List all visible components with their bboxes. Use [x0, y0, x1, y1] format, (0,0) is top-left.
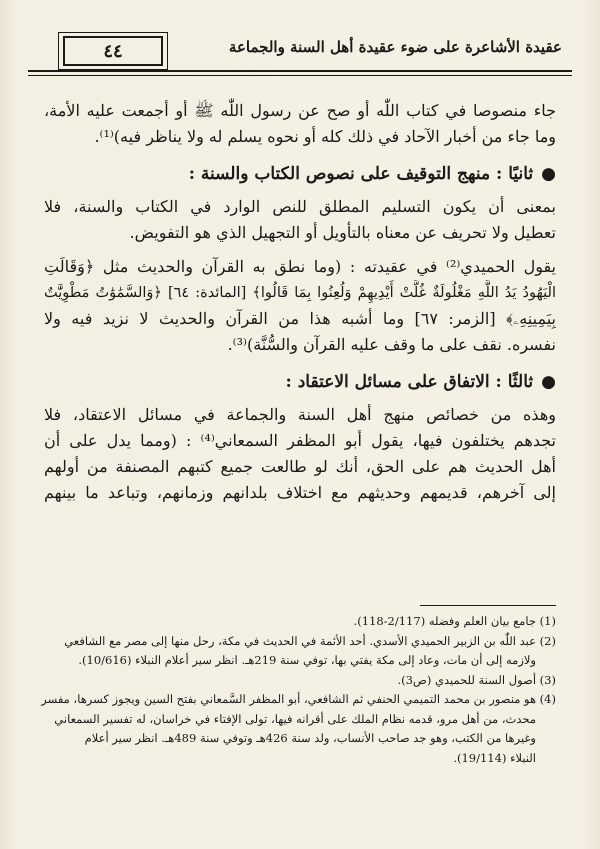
- footnote-continuation: النبلاء (19/114).: [453, 750, 536, 765]
- section-heading-2: [44, 160, 556, 188]
- page-header: [28, 28, 572, 74]
- text-line: وما جاء من أخبار الآحاد في ذلك كله أو نحوه يسلم له ولا يناظر فيه)⁽¹⁾.: [94, 127, 556, 146]
- page-number-frame: [58, 32, 168, 70]
- heading-text: ثانيًا : منهج التوقيف على نصوص الكتاب والسنة :: [188, 164, 534, 184]
- running-title: عقيدة الأشاعرة على ضوء عقيدة أهل السنة والجماعة: [228, 38, 562, 56]
- text-line: تجدهم يختلفون فيها، يقول أبو المظفر السمعاني⁽⁴⁾ : (ومما يدل على أن: [44, 431, 556, 450]
- paragraph-4: [44, 402, 556, 506]
- section-heading-3: [44, 368, 556, 396]
- paragraph-2: [44, 194, 556, 246]
- heading-text: ثالثًا : الاتفاق على مسائل الاعتقاد :: [285, 372, 534, 392]
- footnote: (4) هو منصور بن محمد التميمي الحنفي ثم الشافعي، أبو المظفر السَّمعاني بفتح السين ويجوز كسرها، مفسر: [41, 692, 556, 706]
- footnote: (1) جامع بيان العلم وفضله (2/117-118).: [353, 614, 556, 628]
- text-line: بمعنى أن يكون التسليم المطلق للنص الوارد في الكتاب والسنة، فلا: [44, 197, 556, 216]
- footnotes: [38, 612, 556, 768]
- footnote-separator: [420, 605, 556, 606]
- bullet-icon: ●: [541, 164, 556, 184]
- text-line: بِيَمِينِهِۦ﴾ [الزمر: ٦٧] وما أشبه هذا من القرآن والحديث لا نزيد فيه ولا: [44, 309, 556, 328]
- text-line: نفسره. نقف على ما وقف عليه القرآن والسُّنَّة)⁽³⁾.: [227, 335, 556, 354]
- quran-line: الْيَهُودُ يَدُ اللَّهِ مَغْلُولَةٌ غُلَّتْ أَيْدِيهِمْ وَلُعِنُوا بِمَا قَالُوا﴾ [المائدة: ٦٤] ﴿وَالسَّمَٰوَٰتُ مَطْوِيَّٰتٌ: [44, 285, 556, 301]
- text-line: وهذه من خصائص منهج أهل السنة والجماعة في مسائل الاعتقاد، فلا: [44, 405, 556, 424]
- paragraph-1: [44, 98, 556, 150]
- footnote-continuation: ولازمه إلى أن مات، وعاد إلى مكة يفتي بها، توفي سنة 219هـ. انظر سير أعلام النبلاء (10/616).: [78, 653, 536, 667]
- text-line: يقول الحميدي⁽²⁾ في عقيدته : (وما نطق به القرآن والحديث مثل ﴿وَقَالَتِ: [44, 257, 556, 276]
- page-number: ٤٤: [63, 36, 163, 66]
- footnote-continuation: وغيرها من الكتب، وهو جد صاحب الأنساب، ولد سنة 426هـ وتوفي سنة 489هـ. انظر سير أعلام: [84, 731, 536, 745]
- footnote: (2) عبد اللّٰه بن الزبير الحميدي الأسدي. أحد الأئمة في الحديث في مكة، رحل منها إلى مصر مع الشافعي: [64, 633, 556, 648]
- paragraph-3: [44, 254, 556, 358]
- header-rule: [28, 70, 572, 76]
- text-line: أهل الحديث هم على الحق، أنك لو طالعت جميع كتبهم المصنفة من أولهم: [44, 457, 556, 476]
- bullet-icon: ●: [541, 372, 556, 392]
- text-line: جاء منصوصا في كتاب اللّٰه أو صح عن رسول اللّٰه ﷺ أو أجمعت عليه الأمة،: [44, 101, 556, 120]
- text-line: تعطيل ولا تحريف عن معناه بالتأويل أو التجهيل الذي هو التفويض.: [129, 223, 556, 242]
- main-text: [44, 98, 556, 510]
- text-line: إلى آخرهم، قديمهم وحديثهم مع اختلاف بلدانهم وزمانهم، وتباعد ما بينهم: [44, 483, 556, 502]
- footnote: (3) أصول السنة للحميدي (ص3).: [397, 672, 556, 687]
- footnote-continuation: محدث، من أهل مرو، قدمه نظام الملك على أقرانه فيها، تولى الإفتاء في خراسان، له تفسير السمعاني: [54, 711, 536, 726]
